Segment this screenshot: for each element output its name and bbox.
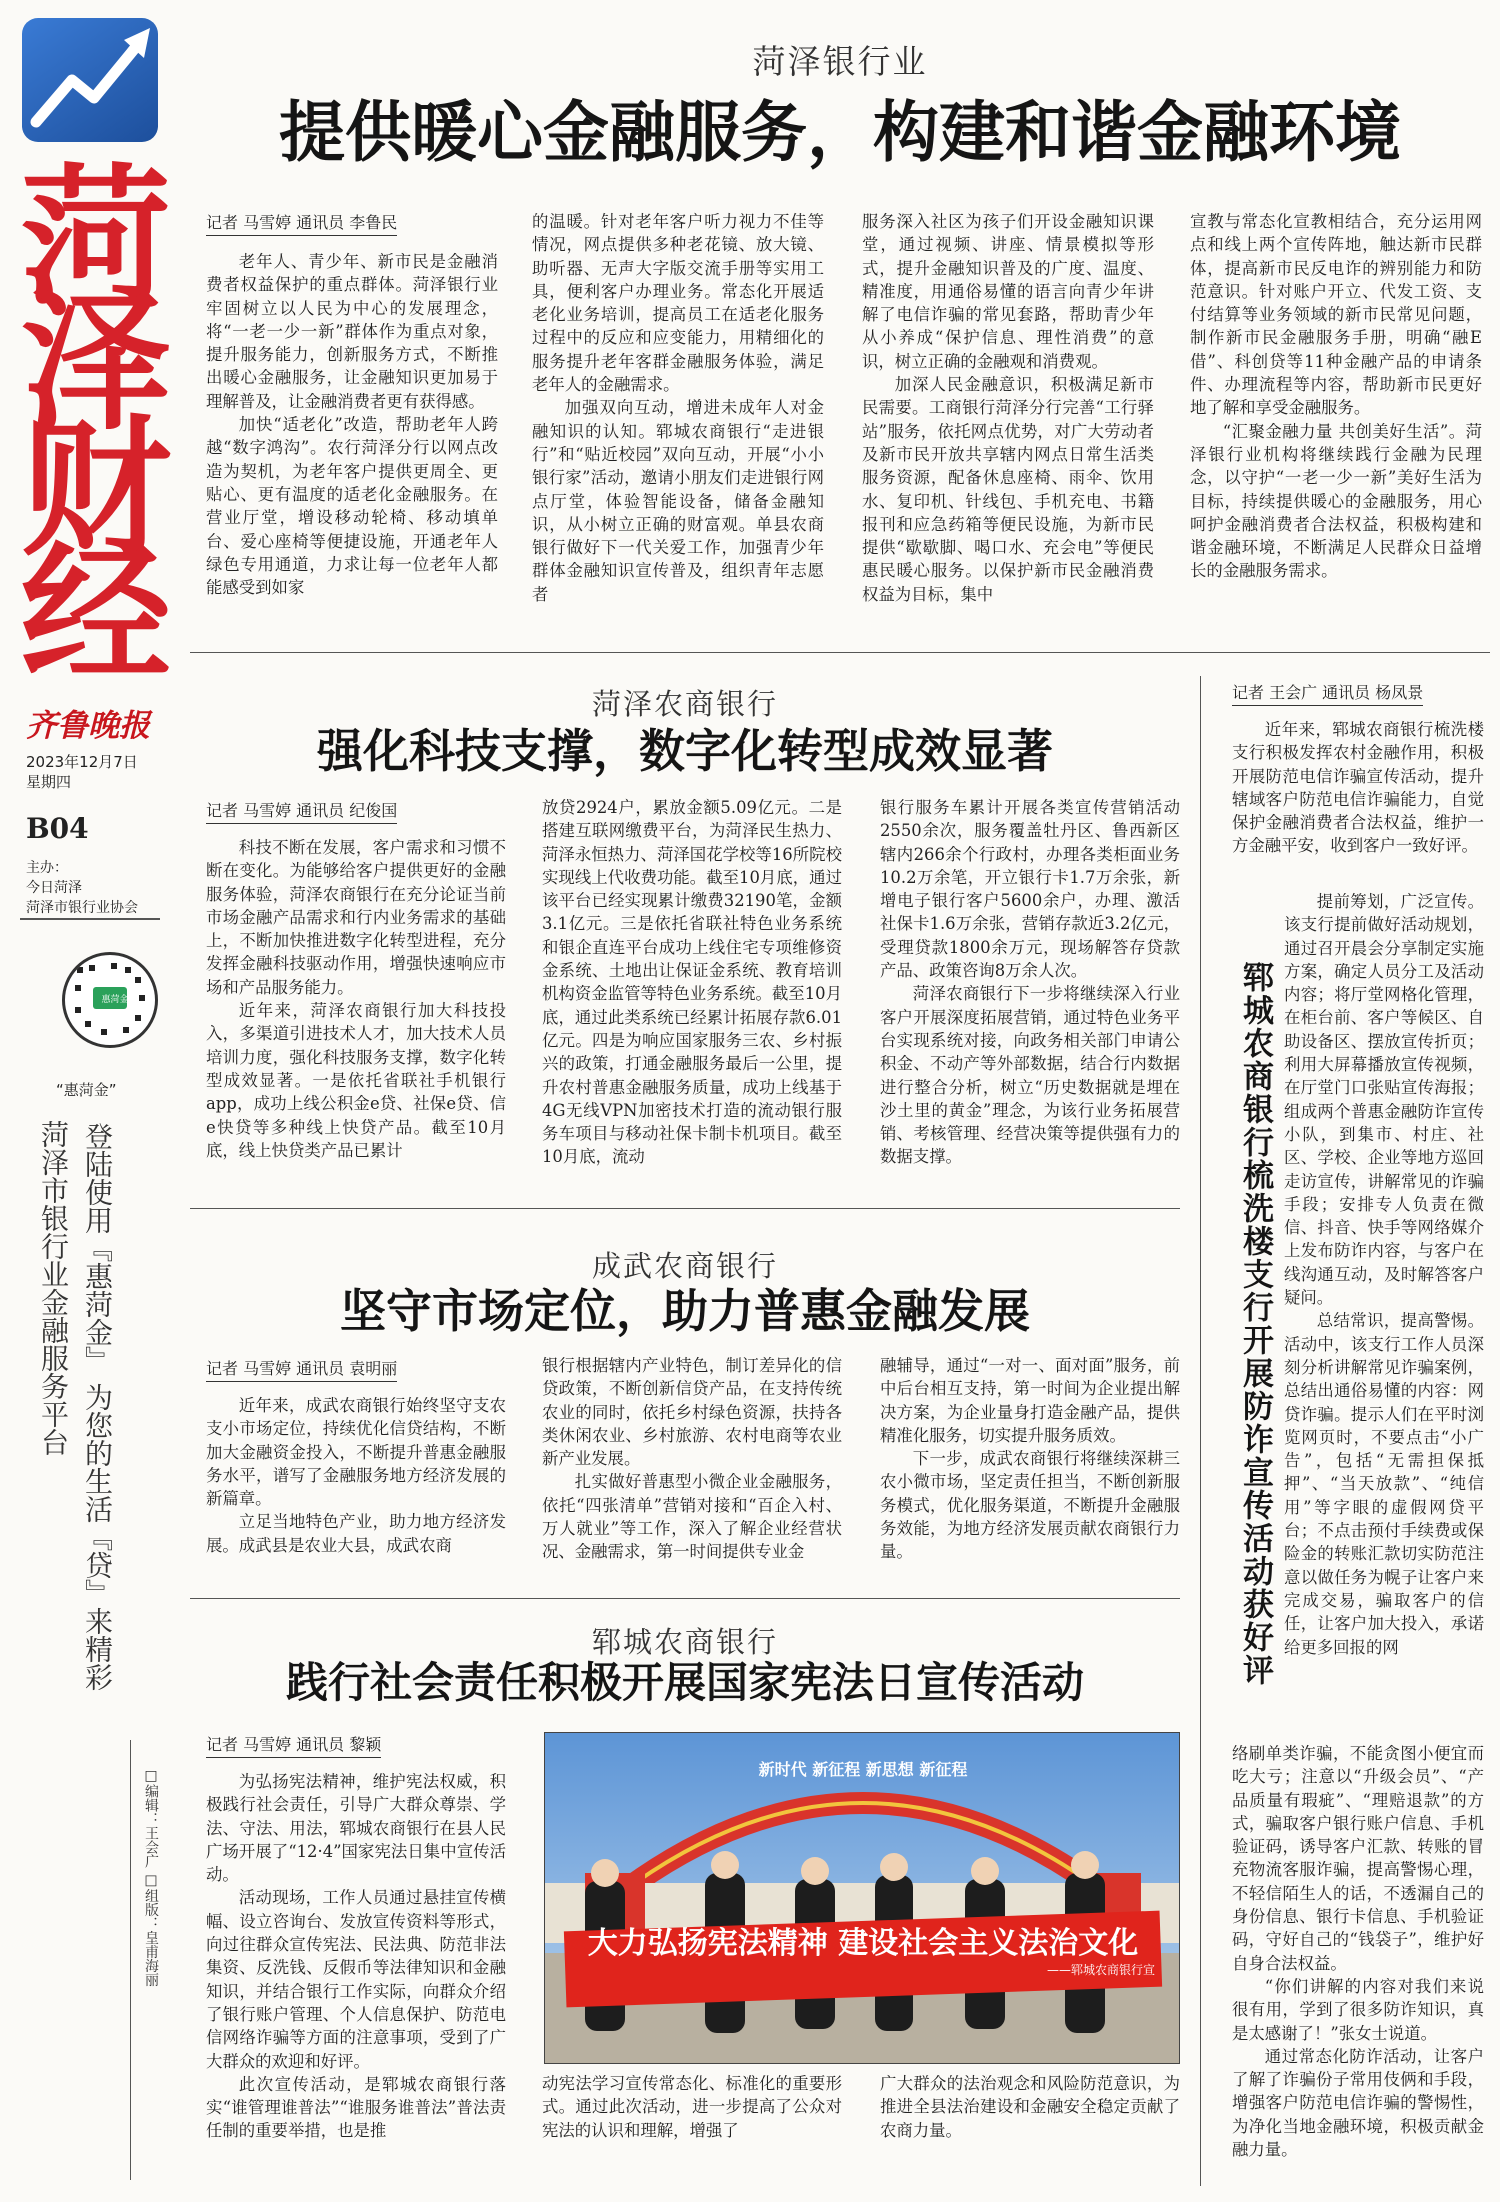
qr-brand: 惠菏金: [101, 995, 129, 1005]
article-byline: 记者 王会广 通讯员 杨凤景: [1232, 680, 1423, 706]
qr-code[interactable]: [62, 952, 158, 1048]
article-headline: 郓城农商银行梳洗楼支行开展防诈宣传活动获好评: [1237, 961, 1273, 1687]
article-column: 银行根据辖内产业特色，制订差异化的信贷政策，不断创新信贷产品，在支持传统农业的同时，依托乡村绿色资源，扶持各类休闲农业、乡村旅游、农村电商等农业新产业发展。 扎实做好普惠型小微企业金融服务，依托“四张清单”营销对接和“百企入村、万人就业”等工作，深入了解企业经营状况、金融需求，第一时间提供专业金: [542, 1356, 842, 1562]
photo-banner-sub: ——郓城农商银行宣: [1046, 1963, 1155, 1977]
article-column: 老年人、青少年、新市民是金融消费者权益保护的重点群体。菏泽银行业牢固树立以人民为中心的发展理念，将“一老一少一新”群体作为重点对象，提升服务能力，创新服务方式，不断推出暖心金融服务，让金融知识更加易于理解普及，让金融消费者更有获得感。 加快“适老化”改造，帮助老年人跨越“数字鸿沟”。农行菏泽分行以网点改造为契机，为老年客户提供更周全、更贴心、更有温度的适老化金融服务。在营业厅堂，增设移动轮椅、移动填单台、爱心座椅等便捷设施，开通老年人绿色专用通道，力求让每一位老年人都能感受到如家: [206, 252, 498, 598]
article-column: 提前筹划，广泛宣传。该支行提前做好活动规划，通过召开晨会分享制定实施方案，确定人员分工及活动内容；将厅堂网格化管理，在柜台前、客户等候区、自助设备区、摆放宣传折页；利用大屏幕播放宣传视频，在厅堂门口张贴宣传海报；组成两个普惠金融防诈宣传小队，到集市、村庄、社区、学校、企业等地方巡回走访宣传，讲解常见的诈骗手段；安排专人负责在微信、抖音、快手等网络媒介上发布防诈内容，与客户在线沟通互动，及时解答客户疑问。 总结常识，提高警惕。活动中，该支行工作人员深刻分析讲解常见诈骗案例，总结出通俗易懂的内容：网贷诈骗。提示人们在平时浏览网页时，不要点击“小广告”，包括“无需担保抵押”、“当天放款”、“纯信用”等字眼的虚假网贷平台；不点击预付手续费或保险金的转账汇款切实防范注意以做任务为幌子让客户来完成交易，骗取客户的信任，让客户加大投入，承诺给更多回报的网: [1284, 892, 1484, 1657]
photo-arch-text: 新时代 新征程 新思想 新征程: [758, 1760, 968, 1779]
paper-name: 齐鲁晚报: [26, 708, 150, 744]
article-column: 近年来，郓城农商银行梳洗楼支行积极发挥农村金融作用，积极开展防范电信诈骗宣传活动，提升辖域客户防范电信诈骗能力，自觉保护金融消费者合法权益，维护一方金融平安，收到客户一致好评。: [1232, 720, 1484, 856]
article-kicker: 菏泽农商银行: [591, 687, 778, 721]
article-headline: 提供暖心金融服务，构建和谐金融环境: [279, 93, 1401, 171]
article-headline: 坚守市场定位，助力普惠金融发展: [340, 1284, 1030, 1338]
sponsor-block: [26, 858, 138, 918]
article-byline: 记者 马雪婷 通讯员 黎颖: [206, 1732, 381, 1758]
rising-chart-icon: [22, 18, 158, 142]
photo-banner-text: 大力弘扬宪法精神 建设社会主义法治文化: [587, 1926, 1139, 1961]
article-column: 近年来，成武农商银行始终坚守支农支小市场定位，持续优化信贷结构，不断加大金融资金投入，不断提升普惠金融服务水平，谱写了金融服务地方经济发展的新篇章。 立足当地特色产业，助力地方经济发展。成武县是农业大县，成武农商: [206, 1396, 506, 1555]
article-column: 络刷单类诈骗，不能贪图小便宜而吃大亏；注意以“升级会员”、“产品质量有瑕疵”、“理赔退款”的方式，骗取客户银行账户信息、手机验证码，诱导客户汇款、转账的冒充物流客服诈骗，提高警惕心理，不轻信陌生人的话，不透漏自己的身份信息、银行卡信息、手机验证码，守好自己的“钱袋子”，维护好自身合法权益。 “你们讲解的内容对我们来说很有用，学到了很多防诈知识，真是太感谢了！”张女士说道。 通过常态化防诈活动，让客户了解了诈骗份子常用伎俩和手段，增强客户防范电信诈骗的警惕性，为净化当地金融环境，积极贡献金融力量。: [1232, 1744, 1484, 2160]
article-byline: 记者 马雪婷 通讯员 李鲁民: [206, 210, 397, 236]
masthead-char: 经: [20, 529, 171, 703]
article-column: 的温暖。针对老年客户听力视力不佳等情况，网点提供多种老花镜、放大镜、助听器、无声大字版交流手册等实用工具，便利客户办理业务。常态化开展适老化业务培训，提高员工在适老化服务过程中的反应和应变能力，用精细化的服务提升老年客群金融服务体验，满足老年人的金融需求。 加强双向互动，增进未成年人对金融知识的认知。郓城农商银行“走进银行”和“贴近校园”双向互动，开展“小小银行家”活动，邀请小朋友们走进银行网点厅堂，体验智能设备，储备金融知识，从小树立正确的财富观。单县农商银行做好下一代关爱工作，加强青少年群体金融知识宣传普及，组织青年志愿者: [532, 212, 824, 604]
article-kicker: 菏泽银行业: [752, 42, 928, 81]
masthead-logo: [22, 18, 158, 142]
article-column: 为弘扬宪法精神，维护宪法权威，积极践行社会责任，引导广大群众尊崇、学法、守法、用法，郓城农商银行在县人民广场开展了“12·4”国家宪法日集中宣传活动。 活动现场，工作人员通过悬挂宣传横幅、设立咨询台、发放宣传资料等形式，向过往群众宣传宪法、民法典、防范非法集资、反洗钱、反假币等法律知识和金融知识，并结合银行工作实际，向群众介绍了银行账户管理、个人信息保护、防范电信网络诈骗等方面的注意事项，受到了广大群众的欢迎和好评。 此次宣传活动，是郓城农商银行落实“谁管理谁普法”“谁服务谁普法”普法责任制的重要举措，也是推: [206, 1772, 506, 2141]
promo-slogan: 登陆使用『惠菏金』 为您的生活『贷』来精彩: [81, 1122, 114, 1691]
divider: [130, 1740, 131, 2180]
article-headline: 强化科技支撑，数字化转型成效显著: [317, 724, 1053, 778]
weekday-text: 星期四: [26, 773, 72, 791]
article-headline: 践行社会责任积极开展国家宪法日宣传活动: [285, 1658, 1084, 1707]
divider: [190, 1208, 1180, 1209]
page-number: B04: [26, 812, 89, 845]
article-column: 银行服务车累计开展各类宣传营销活动2550余次，服务覆盖牡丹区、鲁西新区辖内266余个行政村，办理各类柜面业务10.2万余笔，开立银行卡1.7万余张，新增电子银行客户5600余户，办理、激活社保卡1.6万余张，营销存款近3.2亿元，受理贷款1800余万元，现场解答存贷款产品、政策咨询8万余人次。 菏泽农商银行下一步将继续深入行业客户开展深度拓展营销，通过特色业务平台实现系统对接，向政务相关部门申请公积金、不动产等外部数据，结合行内数据进行整合分析，树立“历史数据就是埋在沙土里的黄金”理念，为该行业务拓展营销、考核管理、经营决策等提供强有力的数据支撑。: [880, 798, 1180, 1167]
masthead-char: 菏: [20, 151, 171, 325]
qr-caption: “惠菏金”: [56, 1081, 117, 1099]
issue-date: [26, 752, 138, 792]
masthead-char: 泽: [20, 277, 171, 451]
sponsor-2: 菏泽市银行业协会: [26, 900, 138, 916]
article-kicker: 成武农商银行: [591, 1249, 778, 1283]
divider: [190, 652, 1490, 653]
article-column: 广大群众的法治观念和风险防范意识，为推进全县法治建设和金融安全稳定贡献了农商力量。: [880, 2074, 1180, 2140]
masthead-title: [16, 151, 176, 703]
article-column: 服务深入社区为孩子们开设金融知识课堂，通过视频、讲座、情景模拟等形式，提升金融知识普及的广度、温度、精准度，用通俗易懂的语言向青少年讲解了电信诈骗的常见套路，帮助青少年从小养成“保护信息、理性消费”的意识，树立正确的金融观和消费观。 加深人民金融意识，积极满足新市民需要。工商银行菏泽分行完善“工行驿站”服务，依托网点优势，对广大劳动者及新市民开放共享辖内网点日常生活类服务资源，配备休息座椅、雨伞、饮用水、复印机、针线包、手机充电、书籍报刊和应急药箱等便民设施，为新市民提供“歇歇脚、喝口水、充会电”等便民惠民暖心服务。以保护新市民金融消费权益为目标，集中: [862, 212, 1154, 604]
article-column: 科技不断在发展，客户需求和习惯不断在变化。为能够给客户提供更好的金融服务体验，菏泽农商银行在充分论证当前市场金融产品需求和行内业务需求的基础上，不断加快推进数字化转型进程，充分发挥金融科技驱动作用，增强快速响应市场和产品服务能力。 近年来，菏泽农商银行加大科技投入，多渠道引进技术人才，加大技术人员培训力度，强化科技服务支撑，数字化转型成效显著。一是依托省联社手机银行app，成功上线公积金e贷、社保e贷、信e快贷等多种线上快贷产品。截至10月底，线上快贷类产品已累计: [206, 838, 506, 1160]
divider: [190, 1598, 1180, 1599]
event-scene-icon: [545, 1733, 1180, 2064]
promo-platform: 菏泽市银行业金融服务平台: [37, 1120, 70, 1456]
article-column: 放贷2924户，累放金额5.09亿元。二是搭建互联网缴费平台，为菏泽民生热力、菏泽永恒热力、菏泽国花学校等16所院校实现线上代收费功能。截至10月底，通过该平台已经实现累计缴费32190笔，金额3.1亿元。三是依托省联社特色业务系统和银企直连平台成功上线住宅专项维修资金系统、土地出让保证金系统、教育培训机构资金监管等特色业务系统。截至10月底，通过此类系统已经累计拓展存款6.01亿元。四是为响应国家服务三农、乡村振兴的政策，打通金融服务最后一公里，提升农村普惠金融服务质量，成功上线基于4G无线VPN加密技术打造的流动银行服务车项目与移动社保卡制卡机项目。截至10月底，流动: [542, 798, 842, 1167]
editor-credit: □编辑：王会广 □组版：皇甫海丽: [143, 1768, 159, 1987]
article-byline: 记者 马雪婷 通讯员 袁明丽: [206, 1356, 397, 1382]
sponsor-1: 今日菏泽: [26, 880, 82, 896]
event-photo: [544, 1732, 1180, 2064]
article-column: 动宪法学习宣传常态化、标准化的重要形式。通过此次活动，进一步提高了公众对宪法的认识和理解，增强了: [542, 2074, 842, 2140]
sponsor-label: 主办：: [26, 860, 68, 876]
article-column: 宣教与常态化宣教相结合，充分运用网点和线上两个宣传阵地，触达新市民群体，提高新市民反电诈的辨别能力和防范意识。针对账户开立、代发工资、支付结算等业务领域的新市民常见问题，制作新市民金融服务手册，明确“融E借”、科创贷等11种金融产品的申请条件、办理流程等内容，帮助新市民更好地了解和享受金融服务。 “汇聚金融力量 共创美好生活”。菏泽银行业机构将继续践行金融为民理念，以守护“一老一少一新”美好生活为目标，持续提供暖心的金融服务，用心呵护金融消费者合法权益，积极构建和谐金融环境，不断满足人民群众日益增长的金融服务需求。: [1190, 212, 1482, 581]
date-text: 2023年12月7日: [26, 753, 138, 771]
article-column: 融辅导，通过“一对一、面对面”服务，前中后台相互支持，第一时间为企业提出解决方案，为企业量身打造金融产品，提供精准化服务，切实提升服务质效。 下一步，成武农商银行将继续深耕三农小微市场，坚定责任担当，不断创新服务模式，优化服务渠道，不断提升金融服务效能，为地方经济发展贡献农商银行力量。: [880, 1356, 1180, 1562]
masthead-char: 财: [20, 403, 171, 577]
divider: [20, 918, 160, 920]
article-byline: 记者 马雪婷 通讯员 纪俊国: [206, 798, 397, 824]
divider: [1200, 676, 1201, 2186]
article-kicker: 郓城农商银行: [591, 1625, 778, 1659]
